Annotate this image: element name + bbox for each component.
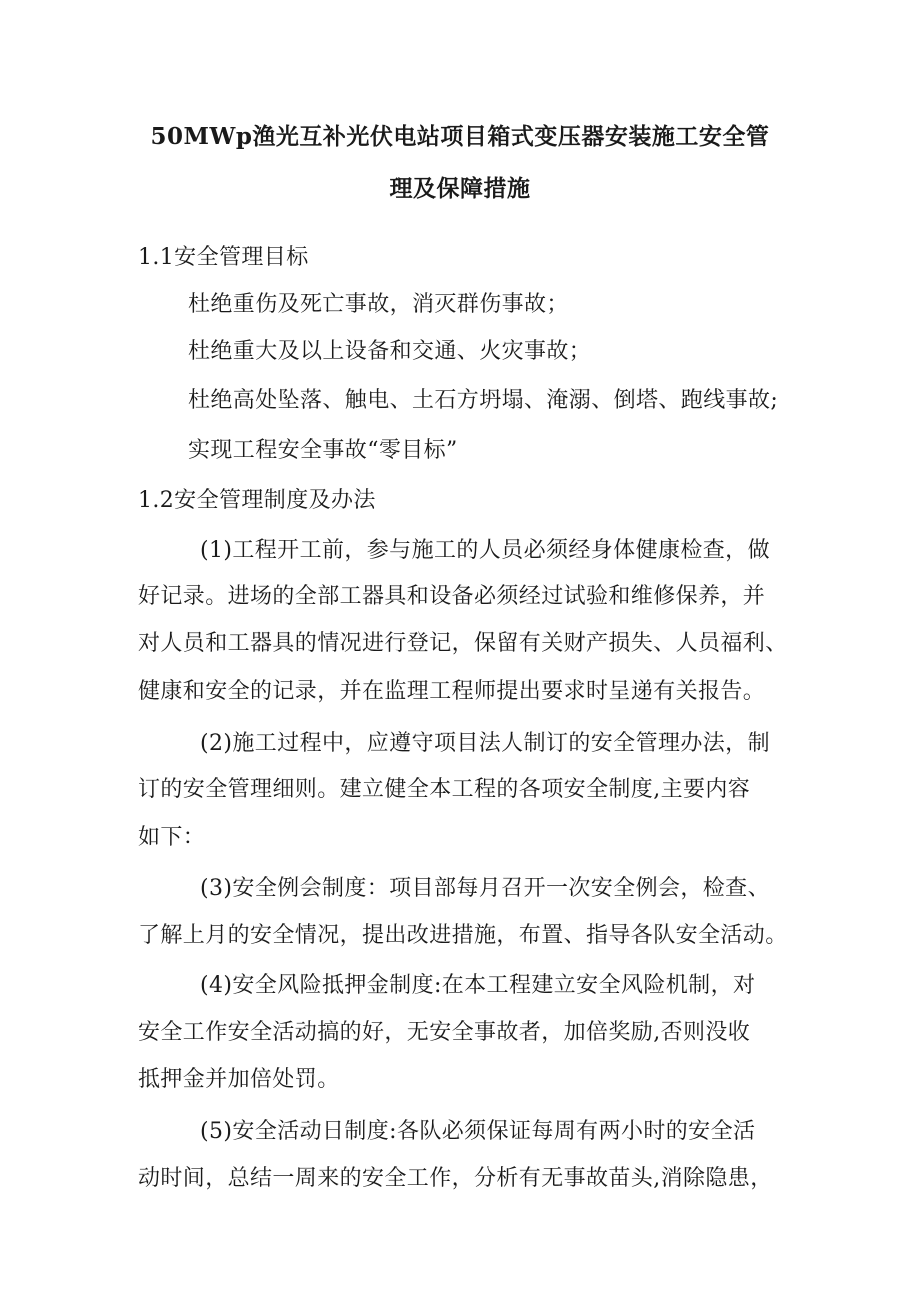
- section-heading-1-2: 1.2安全管理制度及办法: [138, 488, 376, 513]
- paragraph-line: (5)安全活动日制度:各队必须保证每周有两小时的安全活: [200, 1119, 756, 1144]
- document-title-line-1: 50MWp渔光互补光伏电站项目箱式变压器安装施工安全管: [150, 123, 770, 150]
- document-title-line-2: 理及保障措施: [389, 175, 531, 202]
- paragraph-line: (2)施工过程中，应遵守项目法人制订的安全管理办法，制: [200, 731, 770, 756]
- paragraph-line: 抵押金并加倍处罚。: [138, 1067, 340, 1092]
- goal-item: 实现工程安全事故“零目标”: [188, 438, 458, 463]
- paragraph-line: 如下：: [138, 825, 206, 850]
- section-heading-1-1: 1.1安全管理目标: [138, 245, 309, 270]
- paragraph-line: 订的安全管理细则。建立健全本工程的各项安全制度,主要内容: [138, 777, 751, 802]
- goal-item: 杜绝重伤及死亡事故，消灭群伤事故；: [188, 292, 569, 317]
- paragraph-line: (4)安全风险抵押金制度:在本工程建立安全风险机制，对: [200, 973, 756, 998]
- paragraph-line: 动时间，总结一周来的安全工作，分析有无事故苗头,消除隐患，: [138, 1166, 773, 1191]
- paragraph-line: (1)工程开工前，参与施工的人员必须经身体健康检查，做: [200, 538, 770, 563]
- paragraph-line: (3)安全例会制度：项目部每月召开一次安全例会，检查、: [200, 876, 770, 901]
- paragraph-line: 好记录。进场的全部工器具和设备必须经过试验和维修保养，并: [138, 584, 766, 609]
- paragraph-line: 对人员和工器具的情况进行登记，保留有关财产损失、人员福利、: [138, 631, 788, 656]
- paragraph-line: 健康和安全的记录，并在监理工程师提出要求时呈递有关报告。: [138, 679, 766, 704]
- goal-item: 杜绝高处坠落、触电、土石方坍塌、淹溺、倒塔、跑线事故;: [188, 388, 779, 413]
- goal-item: 杜绝重大及以上设备和交通、火灾事故；: [188, 339, 592, 364]
- paragraph-line: 安全工作安全活动搞的好，无安全事故者，加倍奖励,否则没收: [138, 1020, 751, 1045]
- paragraph-line: 了解上月的安全情况，提出改进措施，布置、指导各队安全活动。: [138, 923, 788, 948]
